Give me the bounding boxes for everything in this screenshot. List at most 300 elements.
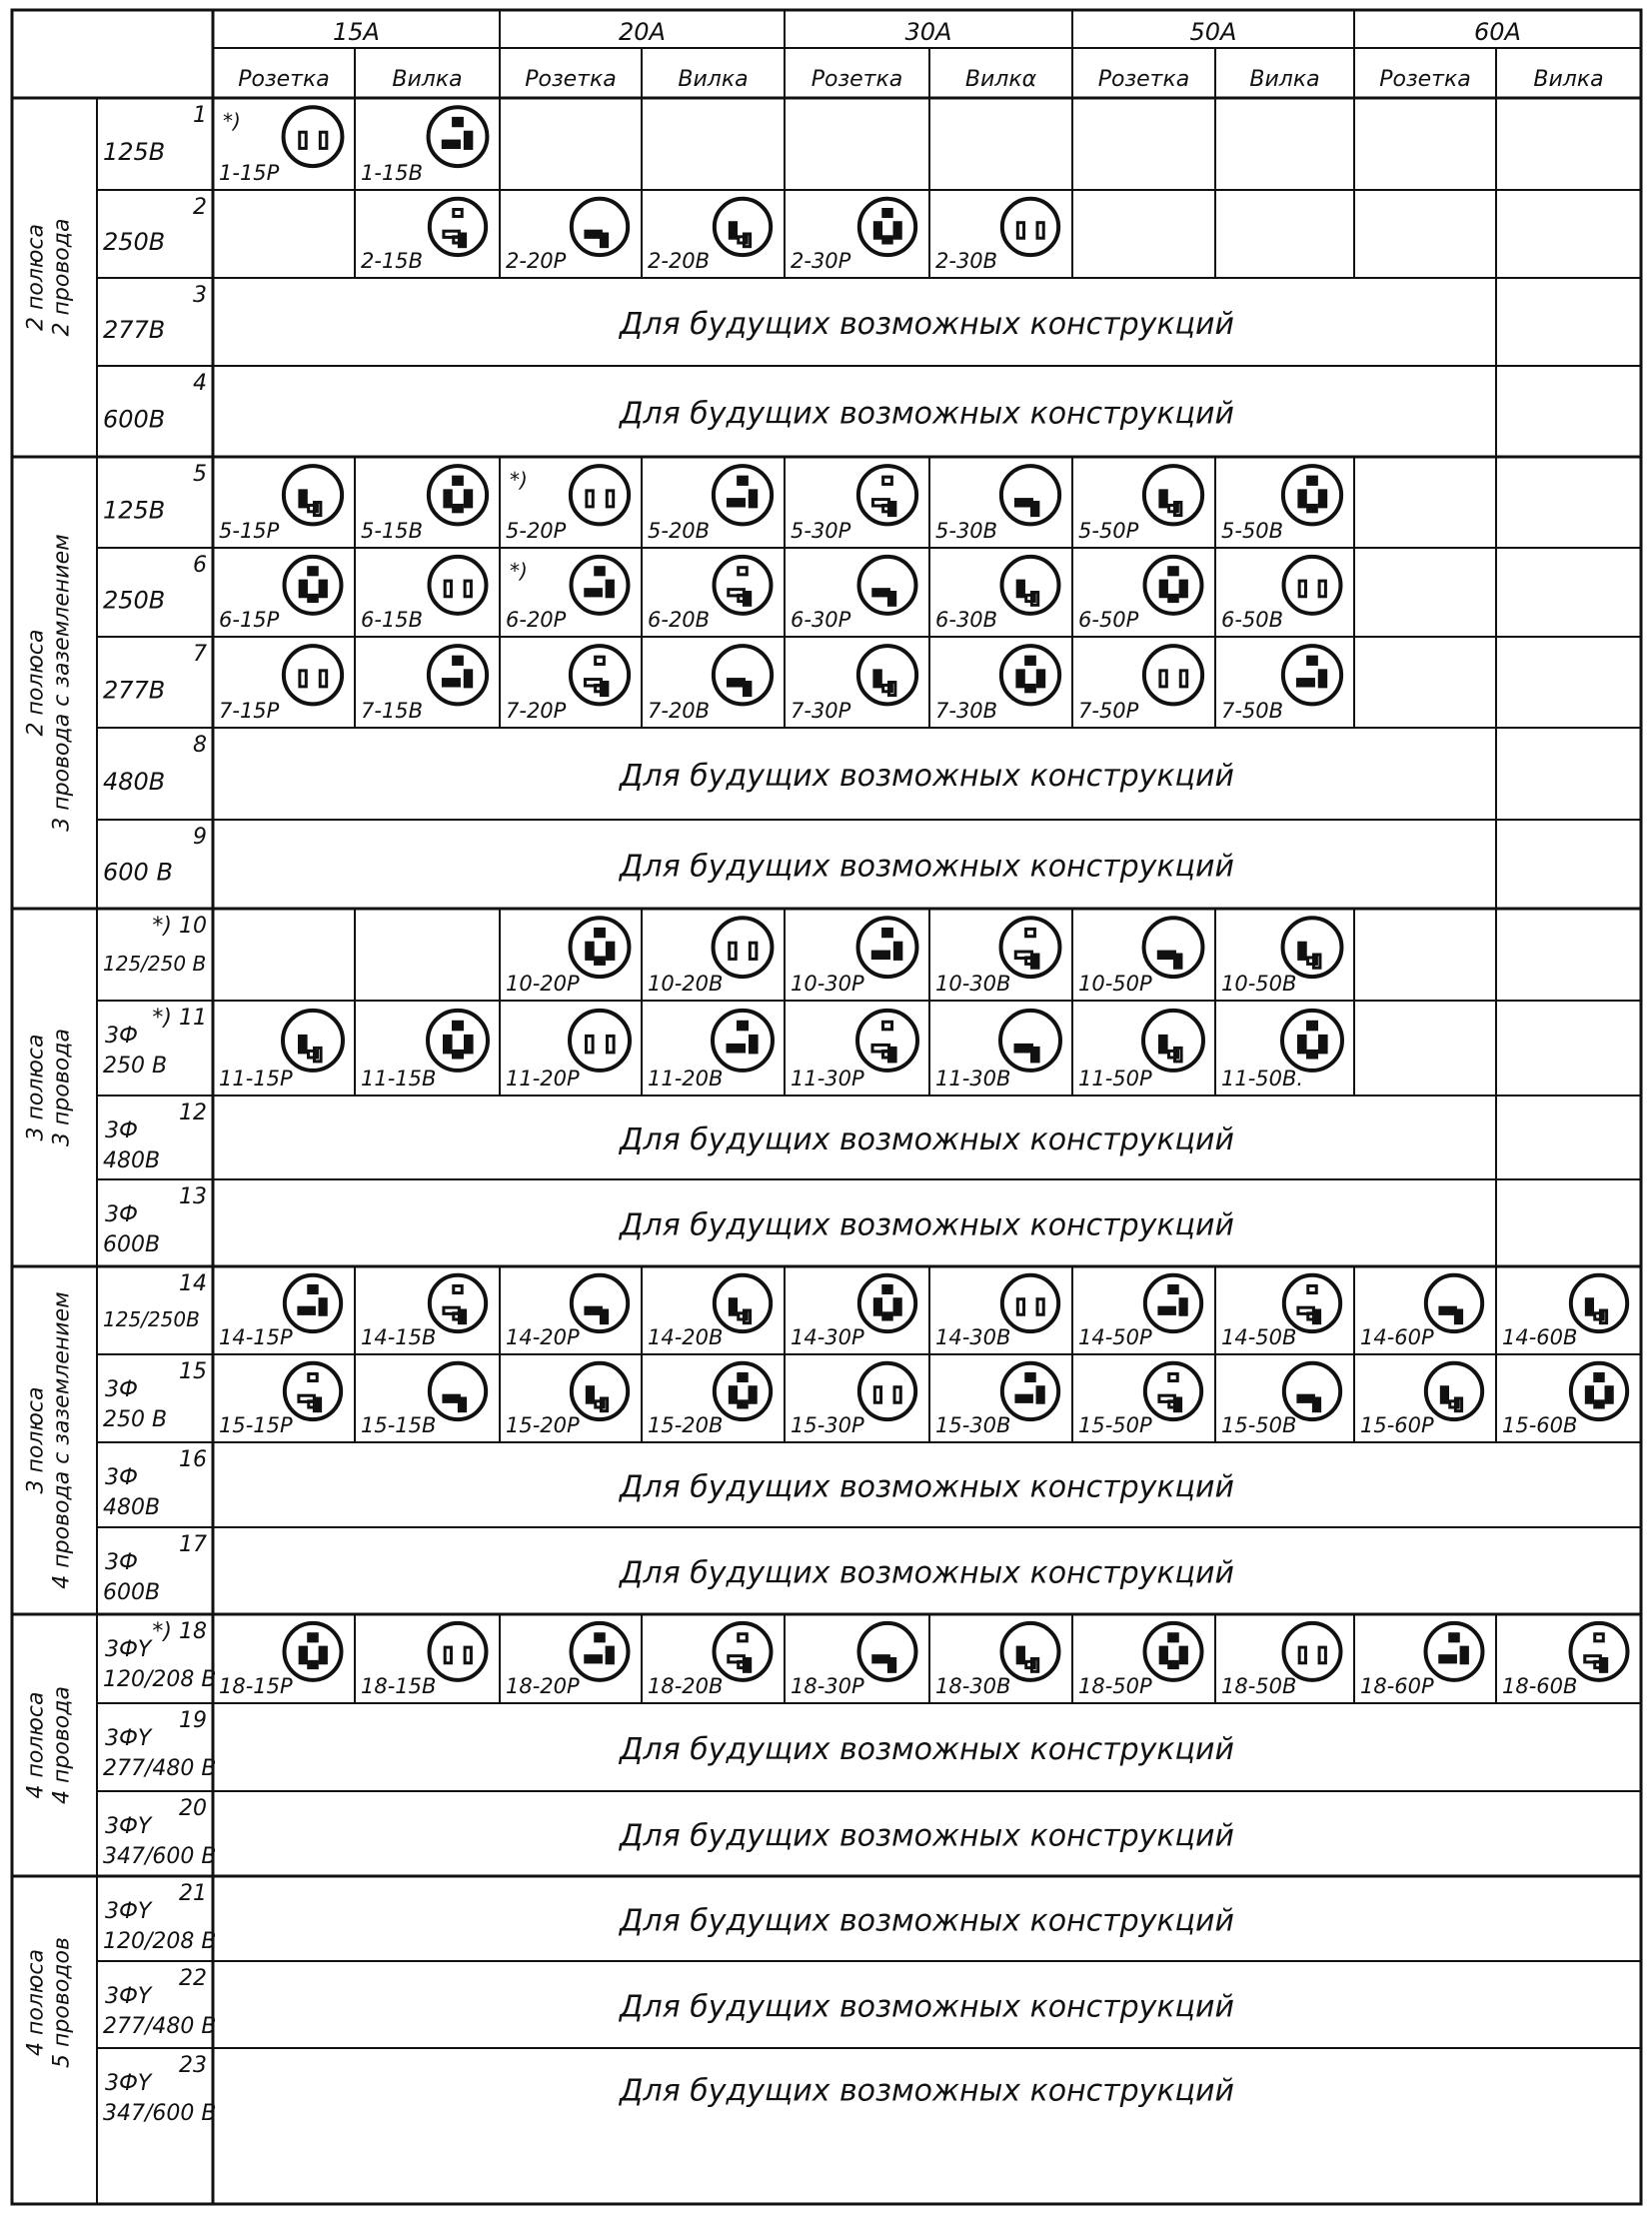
config-label: 5-30В	[935, 519, 998, 543]
config-label: 7-20В	[648, 699, 711, 723]
config-label: 15-20Р	[506, 1413, 580, 1437]
contact-slot	[1450, 1634, 1459, 1641]
config-label: 5-20В	[648, 519, 711, 543]
contact-slot	[1299, 491, 1305, 507]
contact-slot	[739, 1022, 748, 1030]
row-number: 16	[179, 1447, 207, 1472]
contact-slot	[300, 1036, 307, 1053]
contact-slot	[299, 1307, 314, 1313]
future-designs-text: Для будущих возможных конструкций	[620, 1207, 1234, 1243]
contact-slot	[466, 1036, 473, 1053]
config-label: 2-20Р	[506, 249, 567, 273]
contact-slot	[750, 1387, 756, 1402]
connector-face-icon	[284, 107, 343, 166]
group-label: 4 полюса	[23, 1949, 49, 2056]
config-label: 10-30В	[935, 972, 1011, 996]
contact-slot	[1308, 1286, 1316, 1293]
group-label: 5 проводов	[49, 1937, 75, 2068]
connector-face-icon	[1145, 557, 1202, 614]
contact-slot	[445, 1647, 451, 1663]
contact-slot	[1015, 1045, 1032, 1052]
contact-slot	[465, 581, 471, 597]
connector-face-icon	[714, 466, 772, 524]
contact-slot	[894, 1299, 900, 1314]
connector-face-icon	[1282, 1011, 1342, 1071]
contact-slot	[1016, 1395, 1031, 1401]
voltage-label: 3ФY	[105, 1726, 152, 1751]
config-label: 5-20Р	[506, 519, 567, 543]
contact-slot	[730, 223, 736, 238]
config-label: 6-15Р	[219, 608, 280, 632]
contact-slot	[1169, 1661, 1178, 1667]
contact-slot	[1174, 955, 1180, 968]
contact-slot	[1586, 1387, 1592, 1402]
contact-slot	[465, 491, 471, 507]
config-label: 14-15Р	[219, 1325, 293, 1349]
contact-slot	[1037, 671, 1043, 687]
config-label: 14-30Р	[791, 1325, 864, 1349]
voltage-label: 3Ф	[105, 1024, 138, 1049]
connector-face-icon	[429, 646, 487, 704]
config-label: 6-30Р	[791, 608, 851, 632]
config-label: 15-60Р	[1360, 1413, 1434, 1437]
contact-slot	[586, 1307, 601, 1313]
config-label: 14-60Р	[1360, 1325, 1434, 1349]
connector-face-icon	[1283, 646, 1341, 704]
config-label: 11-20Р	[506, 1067, 580, 1091]
contact-slot	[1017, 671, 1023, 687]
contact-slot	[728, 680, 744, 686]
contact-slot	[1308, 657, 1317, 664]
voltage-label: 250В	[103, 586, 166, 615]
contact-slot	[1319, 491, 1325, 507]
contact-slot	[1180, 581, 1186, 597]
voltage-label: 480В	[103, 768, 166, 796]
future-designs-text: Для будущих возможных конструкций	[620, 307, 1234, 342]
config-label: 5-15В	[361, 519, 424, 543]
future-designs-text: Для будущих возможных конструкций	[620, 1555, 1234, 1591]
contact-slot	[309, 595, 318, 601]
contact-slot	[607, 943, 613, 959]
connector-face-icon	[284, 646, 342, 704]
contact-slot	[1017, 223, 1023, 238]
config-label: 7-50Р	[1078, 699, 1139, 723]
voltage-label: 120/208 В	[103, 1667, 217, 1692]
group-label: 3 провода с заземлением	[49, 534, 75, 832]
contact-slot	[1308, 1022, 1317, 1030]
group-label: 4 провода	[49, 1686, 75, 1804]
contact-slot	[1461, 1647, 1467, 1663]
contact-slot	[728, 1045, 745, 1052]
subheader-receptacle: Розетка	[238, 67, 330, 92]
contact-slot	[883, 237, 891, 243]
contact-slot	[883, 477, 892, 484]
config-label: 11-30Р	[791, 1067, 864, 1091]
contact-slot	[883, 210, 891, 217]
contact-slot	[1032, 1048, 1039, 1062]
amp-header-50a: 50A	[1189, 18, 1237, 46]
config-label: 11-50Р	[1078, 1067, 1152, 1091]
voltage-label: 277/480 В	[103, 2014, 217, 2039]
connector-face-icon	[1426, 1623, 1483, 1680]
config-label: 2-15В	[361, 249, 424, 273]
contact-slot	[300, 491, 306, 507]
contact-slot	[443, 680, 459, 686]
contact-slot	[739, 1374, 747, 1381]
subheader-receptacle: Розетка	[1379, 67, 1471, 92]
contact-slot	[608, 1036, 615, 1053]
connector-face-icon	[1283, 466, 1341, 524]
config-label: 6-20В	[648, 608, 711, 632]
connector-face-icon	[1002, 199, 1058, 255]
config-label: 18-30В	[935, 1674, 1011, 1698]
contact-slot	[1026, 1374, 1034, 1381]
voltage-label: 3Ф	[105, 1118, 138, 1143]
config-label: 6-50В	[1221, 608, 1284, 632]
config-label: 18-30Р	[791, 1674, 864, 1698]
contact-slot	[454, 1286, 462, 1293]
config-label: 7-15В	[361, 699, 424, 723]
voltage-label: 347/600 В	[103, 1844, 217, 1869]
row-number: 20	[179, 1796, 207, 1821]
future-designs-text: Для будущих возможных конструкций	[620, 1122, 1234, 1157]
footnote-mark: *)	[510, 559, 528, 583]
contact-slot	[444, 1395, 459, 1401]
contact-slot	[309, 1286, 317, 1293]
contact-slot	[607, 1647, 613, 1663]
contact-slot	[1441, 1387, 1447, 1402]
contact-slot	[1169, 1634, 1178, 1641]
footnote-mark: *)	[223, 109, 241, 133]
contact-slot	[874, 671, 880, 687]
contact-slot	[465, 1647, 471, 1663]
contact-slot	[883, 1313, 891, 1319]
config-label: 5-30Р	[791, 519, 851, 543]
contact-slot	[300, 132, 306, 148]
connector-face-icon	[571, 918, 630, 977]
contact-slot	[1595, 1401, 1603, 1407]
subheader-receptacle: Розетка	[525, 67, 617, 92]
contact-slot	[587, 1387, 593, 1402]
config-label: 18-60Р	[1360, 1674, 1434, 1698]
connector-face-icon	[859, 1363, 915, 1419]
config-label: 7-30В	[935, 699, 998, 723]
config-label: 14-30В	[935, 1325, 1011, 1349]
connector-face-icon	[430, 557, 487, 614]
contact-slot	[750, 491, 756, 507]
future-designs-text: Для будущих возможных конструкций	[620, 849, 1234, 885]
group-label: 3 полюса	[23, 1386, 49, 1494]
contact-slot	[596, 929, 605, 936]
contact-slot	[607, 491, 613, 507]
voltage-label: 250 В	[103, 1054, 168, 1079]
contact-slot	[874, 1299, 880, 1314]
contact-slot	[1440, 1307, 1455, 1313]
connector-face-icon	[572, 1623, 629, 1680]
row-number: 23	[179, 2053, 207, 2078]
contact-slot	[1308, 477, 1317, 484]
contact-slot	[1297, 680, 1313, 686]
row-number: 17	[179, 1532, 207, 1557]
contact-slot	[1017, 581, 1023, 597]
voltage-label: 3ФY	[105, 1814, 152, 1839]
contact-slot	[1160, 491, 1166, 507]
config-label: 7-50В	[1221, 699, 1284, 723]
config-label: 7-20Р	[506, 699, 567, 723]
subheader-receptacle: Розетка	[811, 67, 903, 92]
row-number: 5	[193, 462, 207, 487]
subheader-plug: Вилка	[1533, 67, 1604, 92]
row-number: 6	[193, 553, 207, 578]
contact-slot	[1319, 1647, 1325, 1663]
config-label: 5-50В	[1221, 519, 1284, 543]
row-number: 19	[179, 1708, 207, 1733]
config-label: 10-50Р	[1078, 972, 1152, 996]
config-label: 14-50Р	[1078, 1325, 1152, 1349]
config-label: 14-50В	[1221, 1325, 1297, 1349]
config-label: 7-30Р	[791, 699, 851, 723]
contact-slot	[1595, 1634, 1604, 1641]
amp-header-15a: 15A	[333, 18, 380, 46]
contact-slot	[1037, 223, 1043, 238]
contact-slot	[744, 683, 750, 696]
group-label: 4 полюса	[23, 1691, 49, 1799]
group-label: 3 полюса	[23, 1034, 49, 1141]
subheader-plug: Вилка	[392, 67, 463, 92]
connector-face-icon	[713, 1011, 773, 1071]
contact-slot	[1319, 671, 1325, 687]
config-label: 14-60В	[1502, 1325, 1578, 1349]
contact-slot	[883, 929, 892, 936]
contact-slot	[1169, 1051, 1178, 1058]
config-label: 10-50В	[1221, 972, 1297, 996]
connector-face-icon	[571, 466, 629, 524]
config-label: 14-20Р	[506, 1325, 580, 1349]
contact-slot	[894, 223, 900, 238]
contact-slot	[1455, 1310, 1461, 1323]
amp-header-60a: 60A	[1474, 18, 1521, 46]
row-number: 4	[193, 371, 207, 396]
contact-slot	[607, 581, 613, 597]
connector-face-icon	[285, 557, 342, 614]
subheader-plug: Вилка	[1249, 67, 1320, 92]
config-label: 2-30В	[935, 249, 998, 273]
contact-slot	[750, 943, 756, 959]
voltage-label: 3Ф	[105, 1550, 138, 1575]
connector-face-icon	[1002, 1363, 1058, 1419]
voltage-label: 120/208 В	[103, 1929, 217, 1954]
contact-slot	[872, 952, 888, 958]
contact-slot	[587, 943, 593, 959]
config-label: 6-15В	[361, 608, 424, 632]
contact-slot	[443, 141, 459, 147]
config-label: 11-30В	[935, 1067, 1011, 1091]
future-designs-text: Для будущих возможных конструкций	[620, 396, 1234, 432]
voltage-label: 3Ф	[105, 1377, 138, 1402]
connector-face-icon	[715, 1363, 771, 1419]
contact-slot	[596, 1634, 605, 1641]
voltage-label: 250В	[103, 228, 166, 256]
contact-slot	[739, 568, 748, 575]
connector-face-icon	[1001, 646, 1059, 704]
group-label: 2 полюса	[23, 629, 49, 737]
voltage-label: 480В	[103, 1148, 161, 1173]
config-label: 2-30Р	[791, 249, 851, 273]
contact-slot	[874, 1387, 880, 1402]
contact-slot	[1158, 952, 1174, 958]
config-label: 15-50Р	[1078, 1413, 1152, 1437]
connector-face-icon	[714, 918, 773, 977]
contact-slot	[445, 581, 451, 597]
row-number: 3	[193, 283, 207, 308]
config-label: 18-20В	[648, 1674, 724, 1698]
contact-slot	[1037, 1299, 1043, 1314]
contact-slot	[596, 958, 605, 964]
contact-slot	[1299, 1647, 1305, 1663]
contact-slot	[894, 943, 900, 959]
future-designs-text: Для будущих возможных конструкций	[620, 2073, 1234, 2109]
contact-slot	[1595, 1374, 1603, 1381]
contact-slot	[1606, 1387, 1612, 1402]
contact-slot	[1299, 581, 1305, 597]
future-designs-text: Для будущих возможных конструкций	[620, 1732, 1234, 1767]
config-label: 11-15В	[361, 1067, 437, 1091]
contact-slot	[1298, 1395, 1313, 1401]
contact-slot	[309, 568, 318, 575]
contact-slot	[445, 1036, 452, 1053]
config-label: 10-20Р	[506, 972, 580, 996]
config-label: 18-60В	[1502, 1674, 1578, 1698]
row-number: 21	[179, 1881, 207, 1906]
contact-slot	[586, 231, 601, 237]
row-number: 12	[179, 1101, 207, 1125]
config-label: 14-20В	[648, 1325, 724, 1349]
contact-slot	[730, 1387, 736, 1402]
contact-slot	[320, 581, 326, 597]
voltage-label: 277В	[103, 316, 166, 344]
config-label: 15-50В	[1221, 1413, 1297, 1437]
contact-slot	[751, 1036, 758, 1053]
contact-slot	[1159, 1307, 1174, 1313]
contact-slot	[1031, 503, 1037, 516]
contact-slot	[873, 1656, 889, 1662]
contact-slot	[1299, 1036, 1306, 1053]
config-label: 18-20Р	[506, 1674, 580, 1698]
contact-slot	[1160, 1036, 1167, 1053]
contact-slot	[454, 505, 463, 511]
config-label: 2-20В	[648, 249, 711, 273]
subheader-plug: Вилка	[678, 67, 749, 92]
contact-slot	[883, 1022, 892, 1030]
connector-face-icon	[429, 466, 487, 524]
contact-slot	[320, 671, 326, 687]
future-designs-text: Для будущих возможных конструкций	[620, 759, 1234, 794]
row-number: 9	[193, 825, 207, 850]
contact-slot	[1169, 1286, 1177, 1293]
contact-slot	[1017, 1299, 1023, 1314]
voltage-label: 250 В	[103, 1407, 168, 1432]
contact-slot	[1160, 581, 1166, 597]
contact-slot	[454, 118, 463, 125]
row-number: 7	[193, 642, 207, 667]
contact-slot	[465, 671, 471, 687]
voltage-label: 125/250В	[103, 1307, 200, 1331]
connector-face-icon	[285, 1275, 341, 1331]
connector-face-icon	[285, 1623, 342, 1680]
voltage-label: 277/480 В	[103, 1756, 217, 1781]
connector-face-icon	[1284, 1623, 1341, 1680]
config-label: 14-15В	[361, 1325, 437, 1349]
row-number: 15	[179, 1359, 207, 1384]
connector-face-icon	[1144, 646, 1202, 704]
connector-face-icon	[429, 107, 488, 166]
contact-slot	[728, 500, 744, 506]
contact-slot	[309, 1374, 317, 1381]
contact-slot	[883, 1286, 891, 1293]
config-label: 18-15Р	[219, 1674, 293, 1698]
contact-slot	[1308, 1051, 1317, 1058]
contact-slot	[873, 590, 889, 596]
contact-slot	[1319, 581, 1325, 597]
config-label: 5-15Р	[219, 519, 280, 543]
contact-slot	[874, 223, 880, 238]
contact-slot	[1180, 1299, 1186, 1314]
voltage-label: 3ФY	[105, 2071, 152, 2096]
contact-slot	[320, 1647, 326, 1663]
connector-face-icon	[570, 1011, 630, 1071]
config-label: 1-15Р	[219, 161, 280, 185]
row-number: 13	[179, 1184, 207, 1209]
voltage-label: 3Ф	[105, 1465, 138, 1490]
contact-slot	[1026, 685, 1035, 691]
future-designs-text: Для будущих возможных конструкций	[620, 1989, 1234, 2025]
row-number: 8	[193, 733, 207, 758]
voltage-label: 600 В	[103, 858, 173, 887]
config-label: 11-15Р	[219, 1067, 293, 1091]
contact-slot	[894, 1387, 900, 1402]
contact-slot	[309, 1661, 318, 1667]
config-label: 18-50В	[1221, 1674, 1297, 1698]
footnote-mark: *)	[510, 468, 528, 492]
config-label: 7-15Р	[219, 699, 280, 723]
row-number: 22	[179, 1966, 207, 1991]
config-label: 15-60В	[1502, 1413, 1578, 1437]
contact-slot	[1180, 671, 1186, 687]
contact-slot	[1017, 1647, 1023, 1663]
subheader-receptacle: Розетка	[1097, 67, 1190, 92]
amp-header-30a: 30A	[904, 18, 952, 46]
contact-slot	[1169, 595, 1178, 601]
contact-slot	[1320, 1036, 1327, 1053]
contact-slot	[1037, 1387, 1043, 1402]
future-designs-text: Для будущих возможных конструкций	[620, 1903, 1234, 1939]
contact-slot	[730, 943, 736, 959]
voltage-label: 600В	[103, 405, 166, 434]
config-label: 10-20В	[648, 972, 724, 996]
contact-slot	[1160, 671, 1166, 687]
contact-slot	[1169, 568, 1178, 575]
amp-header-20a: 20A	[619, 18, 666, 46]
contact-slot	[1015, 500, 1031, 506]
connector-face-icon	[1145, 1275, 1201, 1331]
contact-slot	[888, 1659, 894, 1672]
row-number: *) 11	[152, 1006, 207, 1031]
connector-face-icon	[1002, 1275, 1058, 1331]
config-label: 11-50В.	[1221, 1067, 1304, 1091]
config-label: 15-15В	[361, 1413, 437, 1437]
contact-slot	[1308, 505, 1317, 511]
contact-slot	[459, 1398, 465, 1411]
